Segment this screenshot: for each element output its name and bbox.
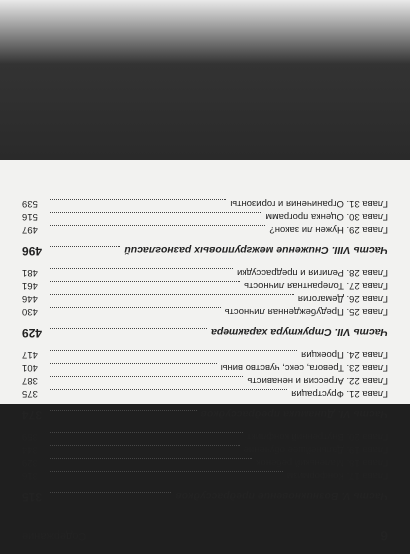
toc-leader-dots [50, 376, 243, 385]
toc-chapter-entry [22, 374, 388, 387]
toc-leader-dots [50, 268, 233, 277]
toc-leader-dots [50, 411, 197, 420]
toc-entry-label: Глава 30. Оценка программ [265, 211, 388, 222]
toc-entry-label: Глава 31. Ограничения и горизонты [230, 198, 388, 209]
toc-entry-label: Глава 22. Агрессия и ненависть [247, 375, 388, 386]
toc-leader-dots [50, 458, 252, 467]
page-header [22, 518, 388, 554]
toc-entry-label: Часть VII. Структура характера [211, 326, 388, 338]
toc-entry-page: 329 [22, 457, 38, 468]
blurred-facing-page [0, 0, 410, 160]
table-of-contents [22, 197, 388, 512]
toc-entry-page: 496 [22, 244, 43, 258]
toc-entry-label: Глава 18. Маленький ребенок [256, 457, 388, 468]
toc-entry-page: 375 [22, 388, 38, 399]
toc-leader-dots [50, 212, 262, 221]
toc-entry-page: 316 [22, 470, 38, 481]
toc-entry-label: Глава 21. Фрустрация [291, 388, 388, 399]
toc-part-entry [22, 318, 388, 348]
toc-entry-page: 481 [22, 267, 38, 278]
toc-leader-dots [50, 329, 207, 338]
toc-leader-dots [50, 445, 240, 454]
toc-entry-label: Глава 20. Внутренний конфликт [246, 431, 388, 442]
toc-chapter-entry [22, 266, 388, 279]
toc-chapter-entry [22, 279, 388, 292]
toc-leader-dots [50, 432, 243, 441]
toc-chapter-entry [22, 456, 388, 469]
toc-entry-label: Глава 17. Конформизм [286, 470, 388, 481]
toc-part-entry [22, 400, 388, 430]
toc-leader-dots [50, 247, 120, 256]
toc-entry-page: 315 [22, 490, 43, 504]
toc-entry-page: 497 [22, 224, 38, 235]
page-number: 6 [380, 528, 388, 544]
toc-entry-label: Глава 28. Религия и предрассудки [237, 267, 388, 278]
toc-leader-dots [50, 281, 240, 290]
toc-entry-page: 387 [22, 375, 38, 386]
toc-entry-page: 374 [22, 408, 43, 422]
toc-entry-page: 344 [22, 444, 38, 455]
toc-entry-page: 446 [22, 293, 38, 304]
toc-chapter-entry [22, 430, 388, 443]
toc-entry-label: Часть VI. Динамика предрассудков [200, 408, 388, 420]
toc-leader-dots [50, 294, 294, 303]
toc-entry-label: Глава 29. Нужен ли закон? [269, 224, 388, 235]
toc-chapter-entry [22, 348, 388, 361]
toc-leader-dots [50, 225, 265, 234]
toc-chapter-entry [22, 361, 388, 374]
toc-chapter-entry [22, 305, 388, 318]
toc-entry-label: Часть V. Возникновение предрассудков [175, 490, 388, 502]
toc-chapter-entry [22, 292, 388, 305]
toc-entry-page: 430 [22, 306, 38, 317]
section-title: Содержание [22, 530, 87, 542]
toc-leader-dots [50, 350, 297, 359]
toc-entry-label: Часть VIII. Снижение межгрупповых разногласий [124, 244, 388, 256]
toc-leader-dots [50, 199, 226, 208]
toc-leader-dots [50, 389, 287, 398]
toc-leader-dots [50, 307, 221, 316]
toc-part-entry [22, 236, 388, 266]
toc-entry-page: 359 [22, 431, 38, 442]
toc-entry-page: 539 [22, 198, 38, 209]
toc-entry-page: 401 [22, 362, 38, 373]
toc-leader-dots [50, 471, 283, 480]
toc-entry-page: 429 [22, 326, 43, 340]
toc-entry-page: 516 [22, 211, 38, 222]
toc-part-entry [22, 482, 388, 512]
toc-entry-page: 417 [22, 349, 38, 360]
toc-entry-label: Глава 19. Дальнейшее обучение [243, 444, 388, 455]
toc-leader-dots [50, 493, 171, 502]
toc-chapter-entry [22, 210, 388, 223]
toc-entry-label: Глава 27. Толерантная личность [244, 280, 388, 291]
toc-chapter-entry [22, 443, 388, 456]
toc-entry-label: Глава 23. Тревога, секс, чувство вины [220, 362, 388, 373]
toc-entry-label: Глава 24. Проекция [301, 349, 388, 360]
toc-entry-page: 461 [22, 280, 38, 291]
toc-entry-label: Глава 25. Предубежденная личность [224, 306, 388, 317]
toc-leader-dots [50, 363, 217, 372]
toc-chapter-entry [22, 197, 388, 210]
toc-entry-label: Глава 26. Демагогия [297, 293, 388, 304]
